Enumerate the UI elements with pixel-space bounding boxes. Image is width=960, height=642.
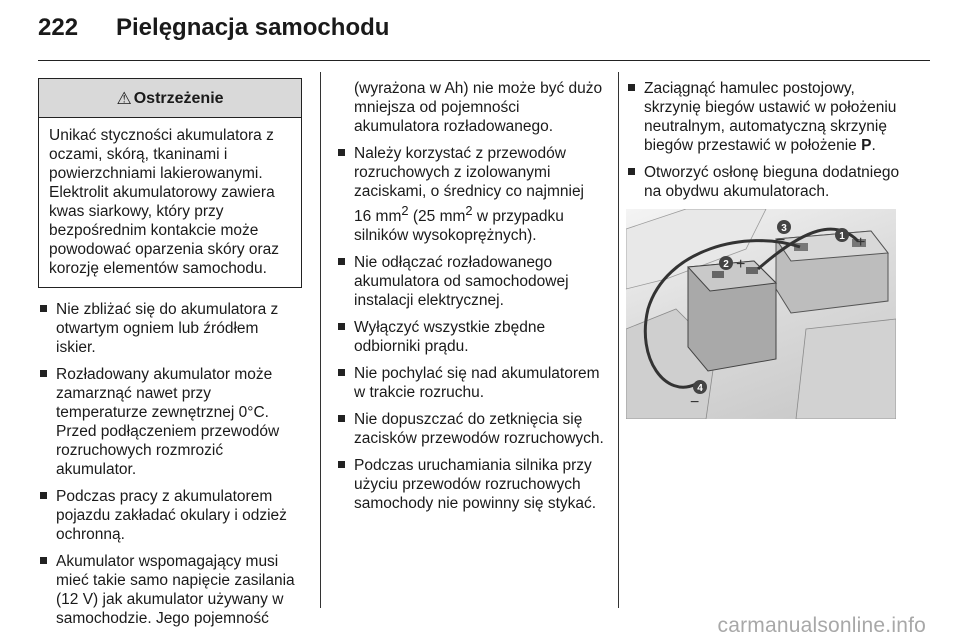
cable-text-a: Należy korzystać z przewodów rozruchowych z izolowanymi zaciskami, o średnicy co najmniej 16 mm [354, 145, 585, 226]
engine-bay-illustration [626, 209, 896, 419]
svg-text:−: − [690, 394, 700, 411]
discharged-battery-icon [688, 261, 776, 371]
list-item: Rozładowany akumulator może zamarznąć nawet przy temperaturze zewnętrznej 0°C. Przed podłączeniem przewodów rozruchowych rozmrozić akumulator. [38, 365, 302, 479]
svg-text:−: − [776, 232, 786, 249]
superscript: 2 [465, 203, 473, 218]
svg-text:+: + [856, 234, 866, 251]
page-title: Pielęgnacja samochodu [116, 14, 390, 41]
continued-text: (wyrażona w Ah) nie może być dużo mniejsza od pojemności akumulatora rozładowanego. [354, 80, 603, 135]
warning-heading-text: Ostrzeżenie [133, 89, 224, 107]
watermark: carmanualsonline.info [717, 614, 926, 637]
column-3 [626, 79, 906, 419]
column-divider-1 [320, 72, 321, 608]
bullet-list-3 [626, 79, 906, 201]
cable-text-b: (25 mm [408, 208, 466, 226]
bullet-list-2 [336, 144, 604, 513]
list-item: Nie dopuszczać do zetknięcia się zacisków przewodów rozruchowych. [336, 410, 604, 448]
warning-triangle-icon: ⚠ [116, 88, 132, 108]
list-item: Nie odłączać rozładowanego akumulatora od samochodowej instalacji elektrycznej. [336, 253, 604, 310]
list-item-cable [336, 144, 604, 245]
battery-jump-start-figure [626, 209, 896, 419]
list-item: Podczas uruchamiania silnika przy użyciu przewodów rozruchowych samochody nie powinny się stykać. [336, 456, 604, 513]
warning-heading [39, 79, 301, 118]
svg-text:3: 3 [781, 223, 787, 234]
page-header [38, 14, 389, 54]
warning-box [38, 78, 302, 288]
svg-text:+: + [736, 256, 746, 273]
list-item: Podczas pracy z akumulatorem pojazdu zakładać okulary i odzież ochronną. [38, 487, 302, 544]
column-divider-2 [618, 72, 619, 608]
bullet-list-1 [38, 300, 302, 628]
list-item: Otworzyć osłonę bieguna dodatniego na obydwu akumulatorach. [626, 163, 906, 201]
page-number: 222 [38, 14, 79, 41]
svg-text:4: 4 [697, 383, 703, 394]
bay-panel [796, 319, 896, 419]
superscript: 2 [401, 203, 409, 218]
column-2 [336, 79, 604, 521]
column-1 [38, 78, 302, 636]
brake-text-end: . [871, 137, 876, 154]
header-rule [38, 60, 930, 61]
svg-text:1: 1 [839, 231, 845, 242]
list-item: Nie pochylać się nad akumulatorem w trakcie rozruchu. [336, 364, 604, 402]
warning-text: Unikać styczności akumulatora z oczami, skórą, tkaninami i powierzchniami lakierowanymi. Elektrolit akumulatorowy zawiera kwas siarkowy, który przy bezpośrednim kontakcie może powodować oparzenia skóry oraz korozję elementów samochodu. [49, 127, 280, 277]
list-item: Nie zbliżać się do akumulatora z otwartym ogniem lub źródłem iskier. [38, 300, 302, 357]
svg-text:2: 2 [723, 259, 729, 270]
brake-text: Zaciągnąć hamulec postojowy, skrzynię biegów ustawić w położeniu neutralnym, automatyczną skrzynię biegów przestawić w położenie [644, 80, 897, 154]
cable-text-c: w przypadku silników wysokoprężnych). [354, 208, 564, 245]
list-item-brake [626, 79, 906, 155]
list-item: Wyłączyć wszystkie zbędne odbiorniki prądu. [336, 318, 604, 356]
gear-p-label: P [861, 137, 872, 154]
list-item: Akumulator wspomagający musi mieć takie samo napięcie zasilania (12 V) jak akumulator używany w samochodzie. Jego pojemność [38, 552, 302, 628]
